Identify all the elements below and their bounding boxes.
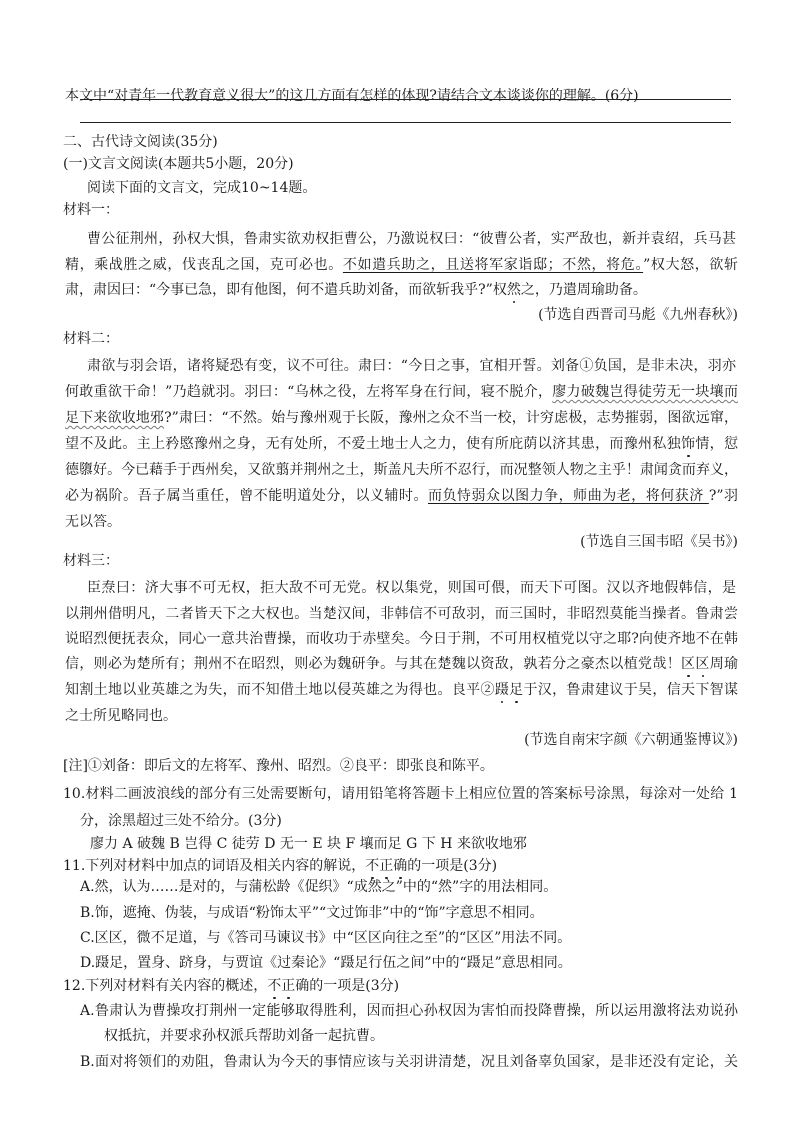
question-12-option-a-cont (104, 1027, 384, 1045)
text-segment: 确的一项是(3分) (295, 978, 400, 994)
text-segment: 11.下列对材料中加点的词语及相关内容的解说， (63, 858, 366, 874)
text-segment: B.饰，遮掩、伪装，与成语“粉饰太平”“文过饰非”中的“饰”字意思不相同。 (80, 905, 544, 921)
material-2-line (65, 383, 738, 401)
material-2-label (63, 330, 119, 348)
material-1-label (63, 201, 119, 219)
emphasis-dot-text: 足 (509, 682, 524, 698)
emphasis-dot-text: 区 (695, 656, 710, 672)
answer-line[interactable] (80, 122, 731, 123)
text-segment: 精，乘战胜之威，伐丧乱之国，克可必也。 (65, 257, 343, 273)
text-segment: ?”肃曰：“不然。始与豫州观于长阪，豫州之众不当一校，计穷虑极，志势摧弱，图欲远窜， (164, 410, 738, 426)
question-12 (63, 977, 399, 995)
text-segment: 曹公征荆州，孙权大惧，鲁肃实欲劝权拒曹公，乃激说权曰：“彼曹公者，实严敌也，新并袁绍，兵马甚 (87, 231, 736, 247)
text-segment: A.鲁肃认为曹操攻打荆州一定能够取得胜利，因而担心孙权因为害怕而投降曹操，所以运用激将法劝说孙 (80, 1003, 738, 1019)
material-3-source (524, 731, 738, 749)
text-segment: 望不及此。主上矜愍豫州之身，无有处所，不爱土地士人之力，使有所庇荫以济其患，而豫州私独 (65, 436, 682, 452)
emphasis-dot-text: 正 (379, 858, 394, 874)
text-segment: ?”羽 (708, 488, 739, 504)
material-3-line (87, 579, 736, 597)
material-2-line (65, 409, 738, 427)
emphasis-dot-text: 不 (267, 978, 282, 994)
text-segment: 材料一： (63, 202, 119, 218)
text-segment: ”权大怒，欲斩 (643, 257, 738, 273)
material-2-line (87, 357, 736, 375)
underlined-text: 而负恃弱众以图力争，师曲为老，将何获济 (427, 488, 709, 504)
question-11-option-b (80, 904, 544, 922)
emphasis-dot-text: 饰 (681, 436, 696, 452)
subsection-heading (63, 155, 294, 173)
text-segment: (节选自西晋司马彪《九州春秋》) (538, 307, 738, 323)
material-1-line (65, 256, 738, 274)
text-segment: 权抵抗，并要求孙权派兵帮助刘备一起抗曹。 (104, 1028, 384, 1044)
text-segment: 德隳好。今已藉手于西州矣，又欲翦并荆州之土，斯盖凡夫所不忍行，而况整领人物之主乎！肃闻贪而弃义， (65, 462, 738, 478)
text-segment: 之士所见略同也。 (65, 708, 177, 724)
question-11-option-d (80, 954, 572, 972)
text-segment: 说昭烈便抚表众，同心一意共治曹操，而收功于赤壁矣。今日于荆，不可用权植党以守之耶?向使齐地不在韩 (65, 631, 738, 647)
text-segment: 情，愆 (695, 436, 739, 452)
question-10-options (90, 835, 527, 853)
text-segment: 材料三： (63, 553, 119, 569)
text-segment: 何敢重欲干命！”乃趋就羽。羽曰：“乌林之役，左将军身在行间，寝不脱介， (65, 384, 553, 400)
text-segment: 肃，肃因曰：“今事已急，即有他图，何不遣兵助刘备，而欲斩我乎?”权 (65, 282, 507, 298)
material-1-source (538, 306, 738, 324)
text-segment: 信，则必为楚所有；荆州不在昭烈，则必为魏研争。与其在楚魏以资敌，孰若分之豪杰以植党哉！ (65, 656, 682, 672)
material-3-line (65, 630, 738, 648)
emphasis-dot-text: 确 (393, 858, 408, 874)
text-segment: 廖力 A 破魏 B 岂得 C 徒劳 D 无一 E 块 F 壤而足 G 下 H 来欲收地邪 (90, 836, 527, 852)
question-9-prompt: 本文中“对青年一代教育意义很大”的这几方面有怎样的体现?请结合文本谈谈你的理解。(6分) (65, 88, 639, 104)
question-11-option-c (80, 929, 571, 947)
material-3-label (63, 552, 119, 570)
text-segment: 12.下列对材料有关内容的概述， (63, 978, 268, 994)
wavy-underlined-text: 足下来欲收地邪 (65, 410, 165, 426)
material-3-line (65, 707, 177, 725)
material-2-line (65, 513, 121, 531)
question-12-option-b (80, 1053, 738, 1071)
material-2-line (65, 487, 738, 505)
text-segment: 于汉，鲁肃建议于吴，信天下智谋 (523, 682, 739, 698)
text-segment: 材料二： (63, 331, 119, 347)
question-10 (63, 785, 738, 803)
text-segment: (一)文言文阅读(本题共5小题，20分) (63, 156, 294, 172)
question-12-option-a (80, 1002, 738, 1020)
material-2-line (65, 435, 738, 453)
emphasis-dot-text: 不 (365, 858, 380, 874)
answer-line[interactable] (80, 99, 731, 100)
question-11 (63, 857, 497, 875)
material-3-line (65, 605, 738, 623)
text-segment: A.然，认为……是对的，与蒲松龄《促织》“成然之”中的“然”字的用法相同。 (80, 879, 558, 895)
text-segment: 阅读下面的文言文，完成10~14题。 (87, 180, 317, 196)
annotation-note (63, 757, 494, 775)
text-segment: 之，乃遣周瑜助备。 (520, 282, 647, 298)
text-segment: 臣焘曰：济大事不可无权，拒大敌不可无党。权以集党，则国可偎，而天下可图。汉以齐地假韩信，是 (87, 580, 736, 596)
text-segment: 10.材料二画波浪线的部分有三处需要断句，请用铅笔将答题卡上相应位置的答案标号涂黑，每涂对一处给 1 (63, 786, 738, 802)
material-2-line (65, 461, 738, 479)
text-segment: 必为祸阶。吾子属当重任，曾不能明道处分，以义辅时。 (65, 488, 428, 504)
text-segment: 以荆州借明凡，二者皆天下之大权也。当楚汉间，非韩信不可敌羽，而三国时，非昭烈莫能当操者。鲁肃尝 (65, 606, 738, 622)
underlined-text: 不如遣兵助之，且送将军家诣邸；不然，将危。 (342, 257, 644, 273)
wavy-underlined-text: 廖力破魏岂得徒劳无一块壤而 (552, 384, 738, 400)
emphasis-dot-text: 蹑 (494, 682, 510, 698)
material-1-line (87, 230, 736, 248)
text-segment: 周瑜 (709, 656, 739, 672)
text-segment: 分，涂黑超过三处不给分。(3分) (80, 813, 282, 829)
text-segment: [注]①刘备：即后文的左将军、豫州、昭烈。②良平：即张良和陈平。 (63, 758, 494, 774)
text-segment: (节选自南宋字颜《六朝通鉴博议》) (524, 732, 738, 748)
material-2-source (580, 533, 738, 551)
question-11-option-a (80, 878, 557, 896)
question-10-cont (80, 812, 282, 830)
text-segment: C.区区，微不足道，与《答司马谏议书》中“区区向往之至”的“区区”用法不同。 (80, 930, 572, 946)
text-segment: B.面对将领们的劝阻，鲁肃认为今天的事情应该与关羽讲清楚，况且刘备辜负国家，是非还没有定论，关 (80, 1054, 738, 1070)
text-segment: 无以答。 (65, 514, 121, 530)
text-segment: 的一项是(3分) (407, 858, 498, 874)
text-segment: (节选自三国韦昭《吴书》) (580, 534, 738, 550)
text-segment: 肃欲与羽会语，诸将疑恐有变，议不可往。肃曰：“今日之事，宜相开誓。刘备①负国，是非未决，羽亦 (87, 358, 736, 374)
material-1-line (65, 281, 647, 299)
emphasis-dot-text: 区 (681, 656, 696, 672)
instruction (87, 179, 316, 197)
emphasis-dot-text: 正 (281, 978, 296, 994)
material-3-line (65, 655, 738, 673)
text-segment: D.蹑足，置身、跻身，与贾谊《过秦论》“蹑足行伍之间”中的“蹑足”意思相同。 (80, 955, 572, 971)
material-3-line (65, 681, 738, 699)
emphasis-dot-text: 然 (506, 282, 521, 298)
section-heading (63, 133, 218, 151)
text-segment: 知割土地以业英雄之为失，而不知借土地以侵英雄之为得也。良平② (65, 682, 495, 698)
text-segment: 二、古代诗文阅读(35分) (63, 134, 218, 150)
